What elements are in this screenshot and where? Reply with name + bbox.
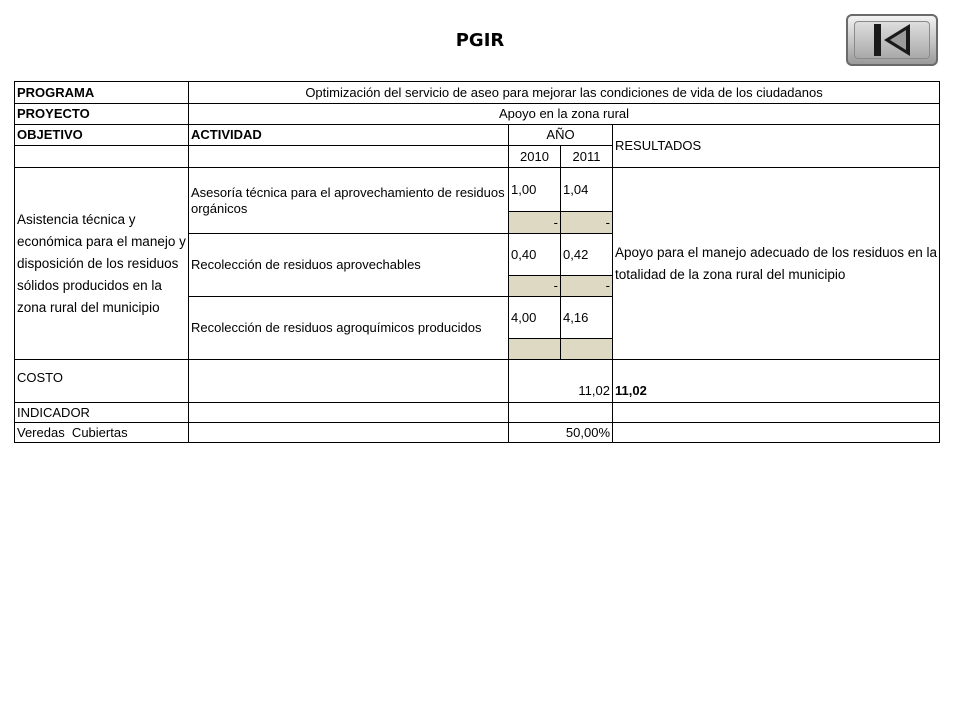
activity-value-2010: 1,00 [509,168,561,212]
costo-row [15,360,940,403]
activity-value-2010: 0,40 [509,234,561,276]
activity-sub-2010: - [509,276,561,297]
first-slide-button[interactable] [846,14,938,66]
activity-value-2011: 1,04 [561,168,613,212]
empty-cell [189,146,509,168]
costo-total: 11,02 [613,360,940,403]
costo-value: 11,02 [509,360,613,403]
empty-cell [509,403,613,423]
objetivo-label: OBJETIVO [15,125,189,146]
activity-value-2010: 4,00 [509,297,561,339]
activity-sub-2010: - [509,212,561,234]
activity-sub-2010 [509,339,561,360]
programa-label: PROGRAMA [15,82,189,104]
year-2011: 2011 [561,146,613,168]
activity-sub-2011: - [561,276,613,297]
activity-name: Asesoría técnica para el aprovechamiento de residuos orgánicos [189,168,509,234]
activity-sub-2011 [561,339,613,360]
indicador-label: INDICADOR [15,403,189,423]
activity-sub-2011: - [561,212,613,234]
empty-cell [15,146,189,168]
anio-label: AÑO [509,125,613,146]
result-cell: Apoyo para el manejo adecuado de los residuos en la totalidad de la zona rural del municipio [613,168,940,360]
programa-row [15,82,940,104]
empty-cell [189,423,509,443]
proyecto-row [15,104,940,125]
resultados-label: RESULTADOS [613,125,940,168]
activity-value-2011: 0,42 [561,234,613,276]
proyecto-label: PROYECTO [15,104,189,125]
costo-label: COSTO [15,360,189,403]
page-title: PGIR [455,30,505,51]
empty-cell [189,403,509,423]
empty-cell [613,403,940,423]
header-row [15,125,940,146]
veredas-value: 50,00% [509,423,613,443]
year-2010: 2010 [509,146,561,168]
activity-name: Recolección de residuos aprovechables [189,234,509,297]
activity-value-2011: 4,16 [561,297,613,339]
activity-row [15,168,940,212]
empty-cell [613,423,940,443]
pgir-table [14,81,940,443]
activity-name: Recolección de residuos agroquímicos producidos [189,297,509,360]
skip-to-first-icon [870,22,914,58]
proyecto-value: Apoyo en la zona rural [189,104,940,125]
programa-value: Optimización del servicio de aseo para mejorar las condiciones de vida de los ciudadanos [189,82,940,104]
indicador-row [15,403,940,423]
objective-cell: Asistencia técnica y económica para el manejo y disposición de los residuos sólidos producidos en la zona rural del municipio [15,168,189,360]
veredas-row [15,423,940,443]
empty-cell [189,360,509,403]
veredas-label: Veredas Cubiertas [15,423,189,443]
actividad-label: ACTIVIDAD [189,125,509,146]
